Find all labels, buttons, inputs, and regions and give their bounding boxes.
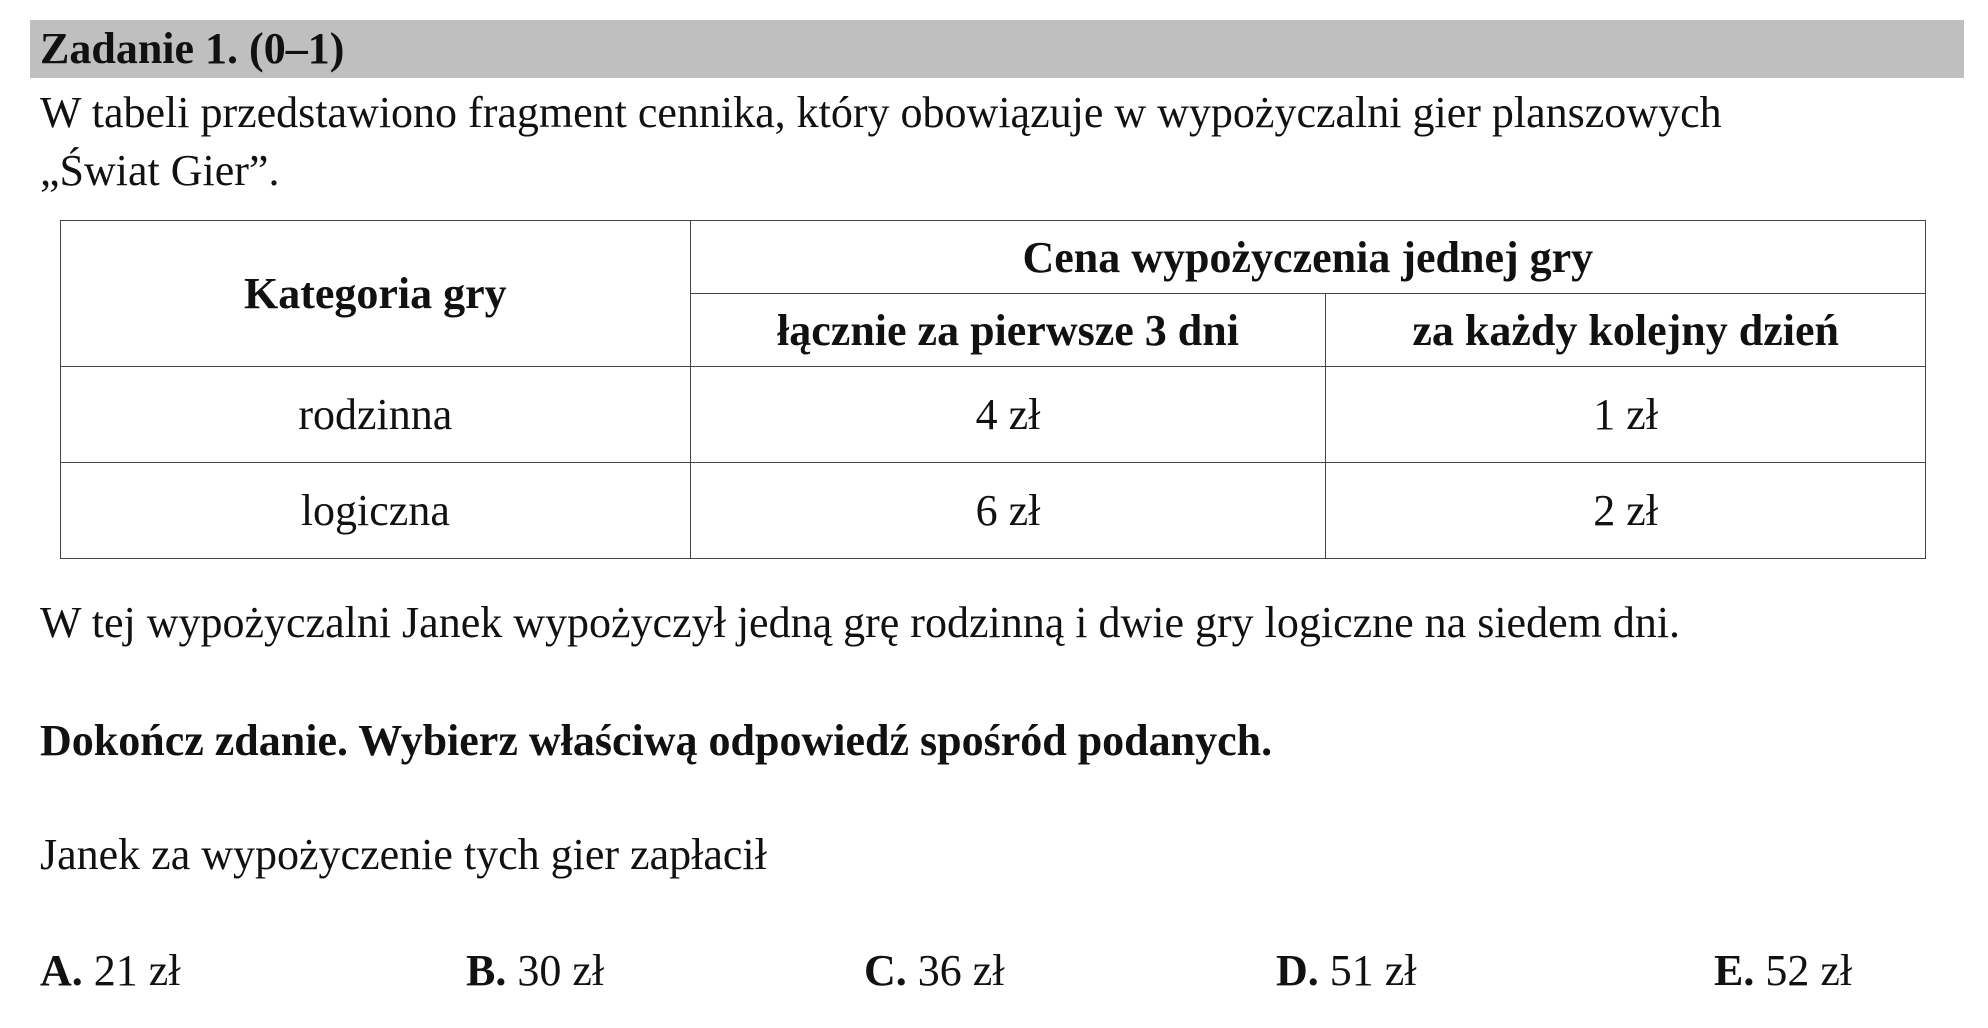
subheader-next-day: za każdy kolejny dzień bbox=[1326, 294, 1926, 367]
option-letter: E. bbox=[1714, 946, 1755, 995]
cell-next-price: 2 zł bbox=[1326, 463, 1926, 559]
cell-category: rodzinna bbox=[61, 367, 691, 463]
answer-option-b[interactable] bbox=[466, 942, 604, 1000]
answer-option-a[interactable] bbox=[40, 942, 181, 1000]
intro-line-1: W tabeli przedstawiono fragment cennika, który obowiązuje w wypożyczalni gier planszowych bbox=[40, 88, 1722, 137]
table-row bbox=[61, 367, 1926, 463]
instruction-text: Dokończ zdanie. Wybierz właściwą odpowiedź spośród podanych. bbox=[40, 716, 1273, 765]
table-row bbox=[61, 463, 1926, 559]
subheader-first-days: łącznie za pierwsze 3 dni bbox=[690, 294, 1326, 367]
sentence-stem: Janek za wypożyczenie tych gier zapłacił bbox=[40, 830, 767, 879]
cell-first-price: 6 zł bbox=[690, 463, 1326, 559]
task-header: Zadanie 1. (0–1) bbox=[30, 20, 1964, 78]
option-letter: B. bbox=[466, 946, 507, 995]
header-category: Kategoria gry bbox=[61, 221, 691, 367]
intro-line-2: „Świat Gier”. bbox=[40, 146, 280, 195]
scenario-text: W tej wypożyczalni Janek wypożyczył jedną grę rodzinną i dwie gry logiczne na siedem dni. bbox=[40, 598, 1681, 647]
answer-option-d[interactable] bbox=[1276, 942, 1417, 1000]
price-table bbox=[60, 220, 1926, 559]
option-text: 52 zł bbox=[1765, 946, 1853, 995]
option-letter: A. bbox=[40, 946, 83, 995]
option-text: 36 zł bbox=[917, 946, 1005, 995]
option-letter: D. bbox=[1276, 946, 1319, 995]
answer-options bbox=[0, 942, 1988, 1002]
task-intro bbox=[40, 84, 1970, 200]
option-text: 51 zł bbox=[1329, 946, 1417, 995]
cell-category: logiczna bbox=[61, 463, 691, 559]
option-text: 30 zł bbox=[517, 946, 605, 995]
answer-option-c[interactable] bbox=[864, 942, 1005, 1000]
option-letter: C. bbox=[864, 946, 907, 995]
answer-option-e[interactable] bbox=[1714, 942, 1852, 1000]
option-text: 21 zł bbox=[93, 946, 181, 995]
cell-first-price: 4 zł bbox=[690, 367, 1326, 463]
table-header-row bbox=[61, 221, 1926, 294]
header-price: Cena wypożyczenia jednej gry bbox=[690, 221, 1925, 294]
cell-next-price: 1 zł bbox=[1326, 367, 1926, 463]
